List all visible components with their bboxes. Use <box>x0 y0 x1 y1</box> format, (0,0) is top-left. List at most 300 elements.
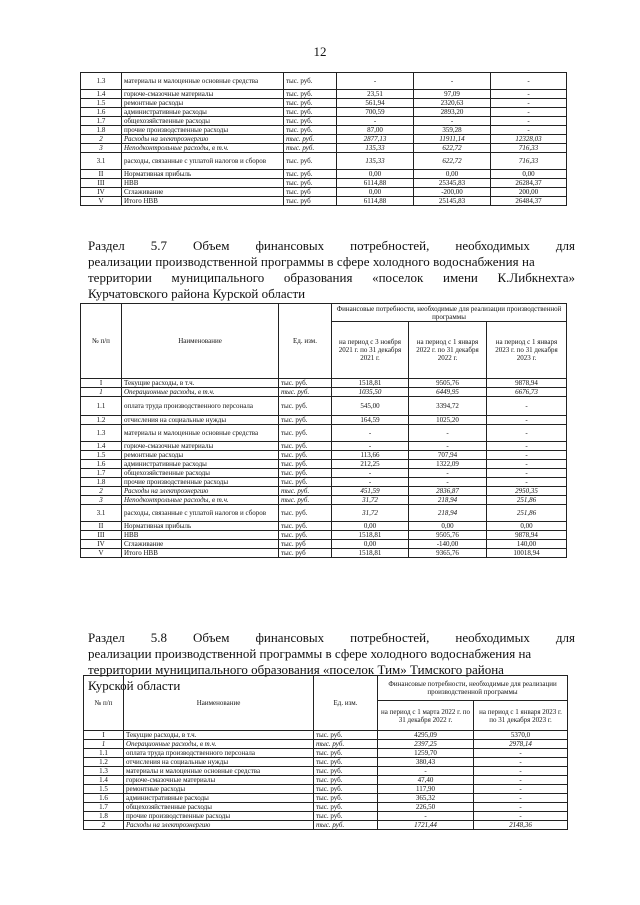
row-name: Операционные расходы, в т.ч. <box>124 740 314 749</box>
row-value: 716,33 <box>491 153 567 170</box>
row-value: 0,00 <box>487 522 567 531</box>
row-value: 218,94 <box>409 496 487 505</box>
row-unit: тыс. руб. <box>279 460 332 469</box>
row-value: 545,00 <box>332 397 409 416</box>
row-value: 218,94 <box>409 505 487 522</box>
row-unit: тыс. руб. <box>279 531 332 540</box>
row-value: 6114,88 <box>337 179 414 188</box>
header-number: № п/п <box>81 304 122 379</box>
header-unit: Ед. изм. <box>279 304 332 379</box>
row-value: - <box>414 73 491 90</box>
row-name: горюче-смазочные материалы <box>124 776 314 785</box>
row-value: - <box>474 749 568 758</box>
row-unit: тыс. руб. <box>284 153 337 170</box>
row-number: 1.3 <box>81 73 122 90</box>
row-value: 1518,81 <box>332 549 409 558</box>
row-value: - <box>491 73 567 90</box>
table-row <box>81 496 567 505</box>
header-period-2022: на период с 1 марта 2022 г. по 31 декабря 2022 г. <box>378 701 474 731</box>
table-row <box>81 73 567 90</box>
row-name: Сглаживание <box>122 188 284 197</box>
row-value: 0,00 <box>414 170 491 179</box>
row-value: - <box>491 126 567 135</box>
table-row <box>84 776 568 785</box>
row-number: 2 <box>84 821 124 830</box>
table-row <box>81 505 567 522</box>
row-value: - <box>474 794 568 803</box>
row-number: III <box>81 531 122 540</box>
row-name: прочие производственные расходы <box>122 478 279 487</box>
table-row <box>81 442 567 451</box>
heading-word: образования <box>283 270 353 285</box>
row-value: 622,72 <box>414 144 491 153</box>
heading-word: необходимых <box>455 630 530 645</box>
row-value: 23,51 <box>337 90 414 99</box>
row-value: - <box>332 469 409 478</box>
row-name: горюче-смазочные материалы <box>122 90 284 99</box>
row-value: - <box>409 442 487 451</box>
row-number: 2 <box>81 487 122 496</box>
row-value: 1322,09 <box>409 460 487 469</box>
section-5-8-line-2: реализации производственной программы в сфере холодного водоснабжения на <box>88 646 532 661</box>
row-number: 1 <box>81 388 122 397</box>
row-name: НВВ <box>122 531 279 540</box>
row-value: 135,33 <box>337 144 414 153</box>
table-row <box>84 731 568 740</box>
row-number: II <box>81 522 122 531</box>
row-name: общехозяйственные расходы <box>122 469 279 478</box>
row-value: - <box>474 785 568 794</box>
heading-word: финансовых <box>255 238 325 253</box>
table-row <box>81 460 567 469</box>
heading-word: Объем <box>193 630 230 645</box>
section-5-7-line-4: Курчатовского района Курской области <box>88 286 306 301</box>
table-section-5-6-continued <box>80 72 567 206</box>
row-value: - <box>337 73 414 90</box>
row-value: 140,00 <box>487 540 567 549</box>
row-name: материалы и малоценные основные средства <box>124 767 314 776</box>
row-value: 1518,81 <box>332 531 409 540</box>
row-unit: тыс. руб. <box>279 388 332 397</box>
table-row <box>81 451 567 460</box>
row-value: - <box>491 90 567 99</box>
row-unit: тыс. руб. <box>314 749 378 758</box>
row-number: 1.1 <box>84 749 124 758</box>
row-name: отчисления на социальные нужды <box>124 758 314 767</box>
header-period-2021: на период с 3 ноября 2021 г. по 31 декабря 2021 г. <box>332 322 409 379</box>
row-name: материалы и малоценные основные средства <box>122 425 279 442</box>
row-number: 1.7 <box>84 803 124 812</box>
row-value: 26484,37 <box>491 197 567 206</box>
row-number: 3.1 <box>81 505 122 522</box>
header-name: Наименование <box>122 304 279 379</box>
row-value: - <box>491 99 567 108</box>
row-value: 3394,72 <box>409 397 487 416</box>
row-name: расходы, связанные с уплатой налогов и сборов <box>122 505 279 522</box>
row-name: горюче-смазочные материалы <box>122 442 279 451</box>
row-value: 135,33 <box>337 153 414 170</box>
header-period-2022: на период с 1 января 2022 г. по 31 декабря 2022 г. <box>409 322 487 379</box>
table-row <box>81 108 567 117</box>
row-unit: тыс. руб. <box>279 416 332 425</box>
row-value: 6114,88 <box>337 197 414 206</box>
row-value: -140,00 <box>409 540 487 549</box>
row-number: I <box>81 379 122 388</box>
table-section-5-7 <box>80 303 567 558</box>
row-value: - <box>487 469 567 478</box>
row-value: - <box>332 442 409 451</box>
table-row <box>81 197 567 206</box>
row-name: Текущие расходы, в т.ч. <box>124 731 314 740</box>
row-value: 2148,36 <box>474 821 568 830</box>
row-number: III <box>81 179 122 188</box>
row-value: - <box>474 812 568 821</box>
row-value: 380,43 <box>378 758 474 767</box>
row-value: 0,00 <box>337 170 414 179</box>
table-row <box>81 388 567 397</box>
row-number: IV <box>81 540 122 549</box>
row-value: - <box>409 478 487 487</box>
table-row <box>81 90 567 99</box>
row-number: 1.4 <box>84 776 124 785</box>
table-section-5-8 <box>83 675 568 830</box>
row-unit: тыс. руб. <box>314 785 378 794</box>
row-name: ремонтные расходы <box>124 785 314 794</box>
row-name: ремонтные расходы <box>122 451 279 460</box>
row-unit: тыс. руб. <box>284 73 337 90</box>
row-value: 2397,25 <box>378 740 474 749</box>
table-row <box>81 531 567 540</box>
row-value: 97,09 <box>414 90 491 99</box>
table2-body <box>81 379 567 558</box>
row-name: НВВ <box>122 179 284 188</box>
row-value: 716,33 <box>491 144 567 153</box>
row-number: 1.1 <box>81 397 122 416</box>
row-unit: тыс. руб. <box>314 803 378 812</box>
row-unit: тыс. руб. <box>279 522 332 531</box>
header-financial-needs: Финансовые потребности, необходимые для реализации производственной программы <box>332 304 567 322</box>
row-value: 9878,94 <box>487 531 567 540</box>
row-value: 10018,94 <box>487 549 567 558</box>
table-row <box>81 478 567 487</box>
row-name: Неподконтрольные расходы, в т.ч. <box>122 144 284 153</box>
heading-word: имени <box>443 270 478 285</box>
row-unit: тыс. руб. <box>279 379 332 388</box>
row-value: 0,00 <box>409 522 487 531</box>
row-value: 251,86 <box>487 505 567 522</box>
row-unit: тыс. руб. <box>284 108 337 117</box>
heading-word: муниципального <box>171 270 265 285</box>
row-name: оплата труда производственного персонала <box>124 749 314 758</box>
row-value: 2893,20 <box>414 108 491 117</box>
row-name: расходы, связанные с уплатой налогов и сборов <box>122 153 284 170</box>
row-value: 1035,50 <box>332 388 409 397</box>
row-name: материалы и малоценные основные средства <box>122 73 284 90</box>
row-value: 164,59 <box>332 416 409 425</box>
row-value: 0,00 <box>337 188 414 197</box>
row-value: - <box>337 117 414 126</box>
heading-word: «поселок <box>372 270 424 285</box>
row-number: 1 <box>84 740 124 749</box>
row-unit: тыс. руб. <box>279 505 332 522</box>
heading-word: 5.7 <box>150 238 168 253</box>
row-value: - <box>409 469 487 478</box>
header-unit: Ед. изм. <box>314 676 378 731</box>
row-value: -200,00 <box>414 188 491 197</box>
row-value: 31,72 <box>332 505 409 522</box>
table-row <box>81 117 567 126</box>
row-value: 9878,94 <box>487 379 567 388</box>
row-value: - <box>474 776 568 785</box>
row-value: - <box>487 397 567 416</box>
row-value: 451,59 <box>332 487 409 496</box>
section-5-7-heading <box>88 238 575 302</box>
row-number: 3.1 <box>81 153 122 170</box>
table-row <box>81 416 567 425</box>
row-value: 25145,83 <box>414 197 491 206</box>
section-5-7-line-1 <box>88 238 575 254</box>
row-value: 1518,81 <box>332 379 409 388</box>
row-number: IV <box>81 188 122 197</box>
row-value: 365,32 <box>378 794 474 803</box>
row-number: 2 <box>81 135 122 144</box>
row-name: административные расходы <box>122 108 284 117</box>
row-value: 2877,13 <box>337 135 414 144</box>
table-row <box>81 379 567 388</box>
row-unit: тыс. руб. <box>314 776 378 785</box>
row-value: 25345,83 <box>414 179 491 188</box>
row-value: 226,50 <box>378 803 474 812</box>
row-number: 1.5 <box>84 785 124 794</box>
row-unit: тыс. руб. <box>314 758 378 767</box>
row-name: отчисления на социальные нужды <box>122 416 279 425</box>
row-value: 4295,09 <box>378 731 474 740</box>
row-unit: тыс. руб. <box>284 170 337 179</box>
row-unit: тыс. руб <box>284 197 337 206</box>
heading-word: Объем <box>193 238 230 253</box>
table-row <box>81 99 567 108</box>
row-unit: тыс. руб. <box>279 469 332 478</box>
row-unit: тыс. руб. <box>284 99 337 108</box>
row-number: 1.2 <box>81 416 122 425</box>
header-period-2023: на период с 1 января 2023 г. по 31 декабря 2023 г. <box>474 701 568 731</box>
row-value: - <box>487 425 567 442</box>
row-value: 26284,37 <box>491 179 567 188</box>
header-name: Наименование <box>124 676 314 731</box>
row-number: 1.8 <box>84 812 124 821</box>
row-unit: тыс. руб. <box>279 397 332 416</box>
table-row <box>84 749 568 758</box>
row-value: - <box>332 425 409 442</box>
section-5-8-line-3: территории муниципального образования «поселок Тим» Тимского района <box>88 662 504 677</box>
table-row <box>81 179 567 188</box>
row-number: 1.5 <box>81 451 122 460</box>
row-value: - <box>332 478 409 487</box>
row-number: 1.3 <box>81 425 122 442</box>
row-value: 9365,76 <box>409 549 487 558</box>
row-unit: тыс. руб. <box>284 135 337 144</box>
row-name: прочие производственные расходы <box>124 812 314 821</box>
row-value: 9505,76 <box>409 379 487 388</box>
row-value: 707,94 <box>409 451 487 460</box>
row-unit: тыс. руб. <box>279 425 332 442</box>
row-value: 6676,73 <box>487 388 567 397</box>
row-value: 113,66 <box>332 451 409 460</box>
row-value: 2950,35 <box>487 487 567 496</box>
heading-word: территории <box>88 270 152 285</box>
row-value: 9505,76 <box>409 531 487 540</box>
table-row <box>81 540 567 549</box>
row-unit: тыс. руб. <box>284 117 337 126</box>
row-value: 1025,20 <box>409 416 487 425</box>
row-value: - <box>487 478 567 487</box>
row-value: - <box>487 460 567 469</box>
row-value: 0,00 <box>332 522 409 531</box>
section-5-7-line-2: реализации производственной программы в сфере холодного водоснабжения на <box>88 254 535 269</box>
row-value: 1259,70 <box>378 749 474 758</box>
header-period-2023: на период с 1 января 2023 г. по 31 декабря 2023 г. <box>487 322 567 379</box>
row-value: - <box>409 425 487 442</box>
row-unit: тыс. руб. <box>279 442 332 451</box>
table-row <box>84 767 568 776</box>
heading-word: для <box>555 238 575 253</box>
row-value: 622,72 <box>414 153 491 170</box>
row-value: 11911,14 <box>414 135 491 144</box>
row-name: Сглаживание <box>122 540 279 549</box>
heading-word: финансовых <box>255 630 325 645</box>
row-value: 359,28 <box>414 126 491 135</box>
row-name: Неподконтрольные расходы, в т.ч. <box>122 496 279 505</box>
row-name: Нормативная прибыль <box>122 522 279 531</box>
row-value: - <box>491 108 567 117</box>
row-unit: тыс. руб. <box>314 821 378 830</box>
row-number: 1.7 <box>81 469 122 478</box>
row-unit: тыс. руб. <box>284 144 337 153</box>
table-row <box>81 135 567 144</box>
page-number: 12 <box>313 44 327 59</box>
row-number: V <box>81 549 122 558</box>
row-name: Расходы на электроэнергию <box>124 821 314 830</box>
row-unit: тыс. руб. <box>314 740 378 749</box>
heading-word: потребностей, <box>350 630 430 645</box>
row-value: 1721,44 <box>378 821 474 830</box>
row-number: 1.6 <box>81 460 122 469</box>
row-value: - <box>474 767 568 776</box>
row-unit: тыс. руб. <box>279 487 332 496</box>
row-value: 200,00 <box>491 188 567 197</box>
row-value: 5370,0 <box>474 731 568 740</box>
row-unit: тыс. руб. <box>284 90 337 99</box>
section-5-8-line-1 <box>88 630 575 646</box>
row-value: 0,00 <box>491 170 567 179</box>
table-row <box>84 812 568 821</box>
row-unit: тыс. руб. <box>279 478 332 487</box>
row-value: 12328,03 <box>491 135 567 144</box>
table-row <box>84 821 568 830</box>
row-name: общехозяйственные расходы <box>122 117 284 126</box>
row-value: 2978,14 <box>474 740 568 749</box>
row-unit: тыс. руб <box>279 540 332 549</box>
row-value: 31,72 <box>332 496 409 505</box>
table-row <box>84 785 568 794</box>
row-number: 1.2 <box>84 758 124 767</box>
heading-word: Раздел <box>88 630 125 645</box>
table-row <box>81 487 567 496</box>
heading-word: потребностей, <box>350 238 430 253</box>
row-number: 1.6 <box>81 108 122 117</box>
row-value: 87,00 <box>337 126 414 135</box>
row-name: Расходы на электроэнергию <box>122 135 284 144</box>
row-unit: тыс. руб. <box>279 451 332 460</box>
row-number: 3 <box>81 496 122 505</box>
row-value: 2320,63 <box>414 99 491 108</box>
row-number: I <box>84 731 124 740</box>
heading-word: необходимых <box>455 238 530 253</box>
row-value: - <box>491 117 567 126</box>
heading-word: Раздел <box>88 238 125 253</box>
row-number: 1.4 <box>81 90 122 99</box>
table-row <box>81 188 567 197</box>
table-row <box>81 170 567 179</box>
row-number: 1.8 <box>81 126 122 135</box>
row-number: 1.7 <box>81 117 122 126</box>
heading-word: 5.8 <box>150 630 168 645</box>
table-row <box>81 549 567 558</box>
row-unit: тыс. руб. <box>314 812 378 821</box>
row-number: 1.3 <box>84 767 124 776</box>
row-name: административные расходы <box>124 794 314 803</box>
table-row <box>81 469 567 478</box>
row-value: - <box>474 803 568 812</box>
row-unit: тыс. руб <box>284 188 337 197</box>
row-value: 212,25 <box>332 460 409 469</box>
row-name: Итого НВВ <box>122 549 279 558</box>
row-name: Итого НВВ <box>122 197 284 206</box>
row-name: прочие производственные расходы <box>122 126 284 135</box>
row-name: Нормативная прибыль <box>122 170 284 179</box>
row-number: 1.6 <box>84 794 124 803</box>
table-row <box>84 794 568 803</box>
row-value: 251,86 <box>487 496 567 505</box>
table3-body <box>84 731 568 830</box>
row-value: - <box>474 758 568 767</box>
row-unit: тыс. руб. <box>314 794 378 803</box>
row-name: оплата труда производственного персонала <box>122 397 279 416</box>
row-unit: тыс. руб. <box>314 767 378 776</box>
header-financial-needs: Финансовые потребности, необходимые для реализации производственной программы <box>378 676 568 701</box>
row-value: 0,00 <box>332 540 409 549</box>
row-name: ремонтные расходы <box>122 99 284 108</box>
section-5-7-line-3 <box>88 270 575 286</box>
row-value: - <box>378 812 474 821</box>
row-number: 1.4 <box>81 442 122 451</box>
row-value: 47,40 <box>378 776 474 785</box>
row-value: - <box>487 451 567 460</box>
row-number: 1.5 <box>81 99 122 108</box>
row-unit: тыс. руб. <box>284 126 337 135</box>
table-row <box>81 397 567 416</box>
header-number: № п/п <box>84 676 124 731</box>
table-row <box>81 126 567 135</box>
table-row <box>81 153 567 170</box>
row-value: - <box>487 416 567 425</box>
heading-word: для <box>555 630 575 645</box>
table-row <box>81 144 567 153</box>
row-value: 700,59 <box>337 108 414 117</box>
row-name: Расходы на электроэнергию <box>122 487 279 496</box>
row-name: Текущие расходы, в т.ч. <box>122 379 279 388</box>
table-row <box>84 740 568 749</box>
